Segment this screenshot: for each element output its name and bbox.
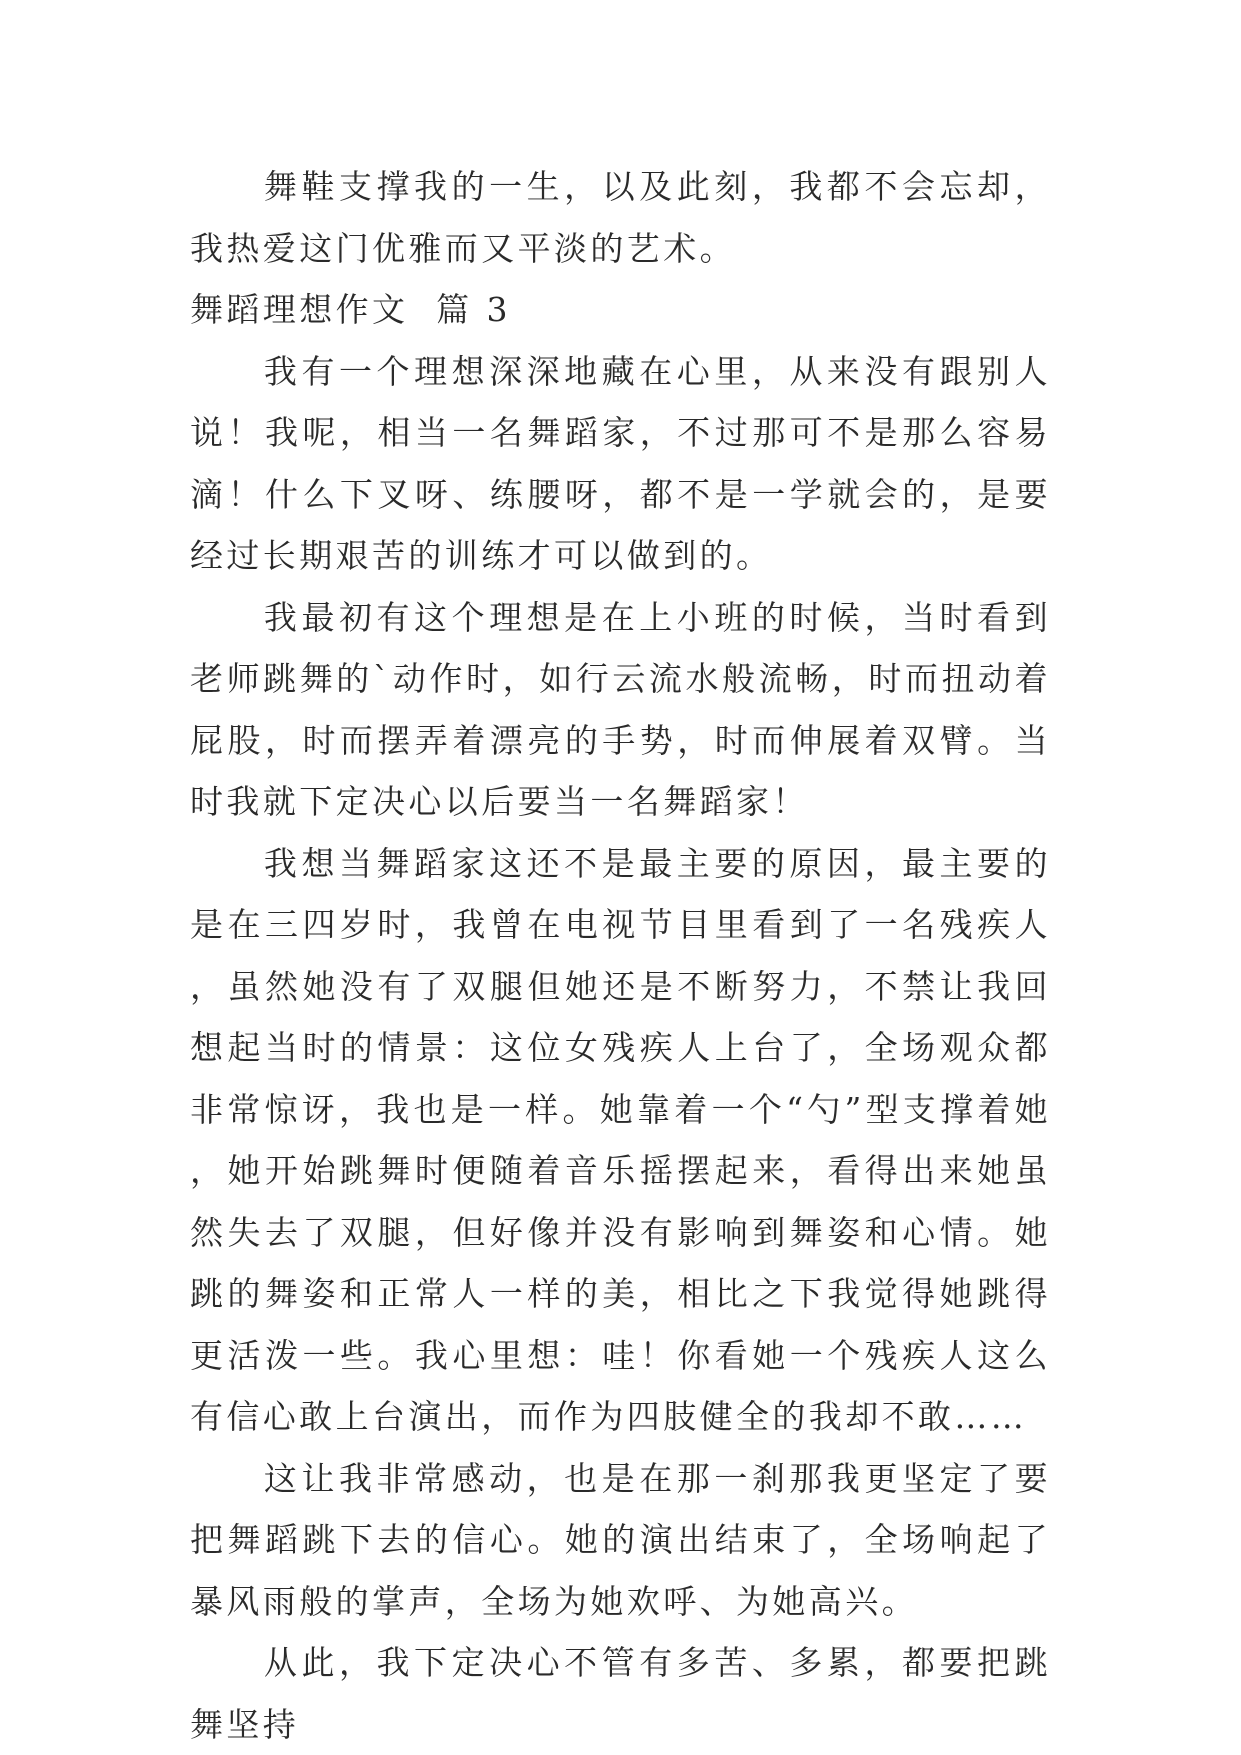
paragraph: 我有一个理想深深地藏在心里，从来没有跟别人说！我呢，相当一名舞蹈家，不过那可不是那么容易滴！什么下叉呀、练腰呀，都不是一学就会的，是要经过长期艰苦的训练才可以做到的。 (190, 351, 1051, 575)
paragraph: 舞鞋支撑我的一生，以及此刻，我都不会忘却，我热爱这门优雅而又平淡的艺术。 (190, 167, 1051, 268)
essay-heading: 舞蹈理想作文 篇 3 (190, 290, 511, 329)
paragraph: 这让我非常感动，也是在那一刹那我更坚定了要把舞蹈跳下去的信心。她的演出结束了，全场响起了暴风雨般的掌声，全场为她欢呼、为她高兴。 (190, 1458, 1051, 1621)
paragraph: 我想当舞蹈家这还不是最主要的原因，最主要的是在三四岁时，我曾在电视节目里看到了一名残疾人，虽然她没有了双腿但她还是不断努力，不禁让我回想起当时的情景：这位女残疾人上台了，全场观众都非常惊讶，我也是一样。她靠着一个“勺”型支撑着她，她开始跳舞时便随着音乐摇摆起来，看得出来她虽然失去了双腿，但好像并没有影响到舞姿和心情。她跳的舞姿和正常人一样的美，相比之下我觉得她跳得更活泼一些。我心里想：哇！你看她一个残疾人这么有信心敢上台演出，而作为四肢健全的我却不敢…… (190, 843, 1051, 1436)
paragraph: 从此，我下定决心不管有多苦、多累，都要把跳舞坚持 (190, 1643, 1051, 1744)
paragraph: 我最初有这个理想是在上小班的时候，当时看到老师跳舞的`动作时，如行云流水般流畅，时而扭动着屁股，时而摆弄着漂亮的手势，时而伸展着双臂。当时我就下定决心以后要当一名舞蹈家！ (190, 597, 1051, 821)
document-body (190, 156, 1051, 1755)
